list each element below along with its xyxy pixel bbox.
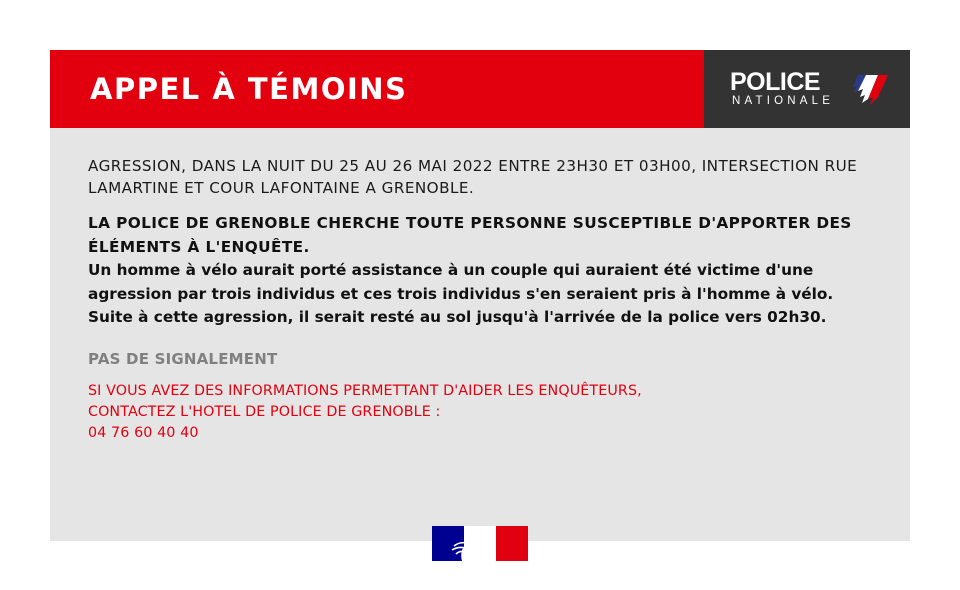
logo-text-nationale: NATIONALE <box>732 95 835 107</box>
header <box>50 50 910 128</box>
appeal-details <box>88 212 878 330</box>
appeal-card <box>50 50 910 541</box>
signalement-note: PAS DE SIGNALEMENT <box>88 349 278 368</box>
contact-line-1: SI VOUS AVEZ DES INFORMATIONS PERMETTANT D'AIDER LES ENQUÊTEURS, <box>88 382 642 399</box>
page-title: APPEL À TÉMOINS <box>90 72 408 106</box>
police-wing-tricolor-icon <box>852 73 888 107</box>
contact-line-2: CONTACTEZ L'HOTEL DE POLICE DE GRENOBLE : <box>88 403 441 420</box>
police-nationale-logo <box>704 50 910 128</box>
appeal-body <box>88 156 878 444</box>
description-line: Un homme à vélo aurait porté assistance à un couple qui auraient été victime d'une <box>88 261 814 279</box>
incident-summary: AGRESSION, DANS LA NUIT DU 25 AU 26 MAI 2022 ENTRE 23H30 ET 03H00, INTERSECTION RUE LAMARTINE ET COUR LAFONTAINE A GRENOBLE. <box>88 157 858 197</box>
header-title-banner <box>50 50 704 128</box>
contact-phone[interactable]: 04 76 60 40 40 <box>88 424 199 441</box>
appeal-heading: LA POLICE DE GRENOBLE CHERCHE TOUTE PERSONNE SUSCEPTIBLE D'APPORTER DES ÉLÉMENTS À L'ENQUÊTE. <box>88 214 852 256</box>
marianne-republique-francaise-icon <box>432 526 528 561</box>
contact-info <box>88 381 878 444</box>
description-line: agression par trois individus et ces trois individus s'en seraient pris à l'homme à vélo. <box>88 284 834 303</box>
logo-text-police: POLICE <box>730 68 821 96</box>
description-line: Suite à cette agression, il serait resté au sol jusqu'à l'arrivée de la police vers 02h30. <box>88 308 827 326</box>
